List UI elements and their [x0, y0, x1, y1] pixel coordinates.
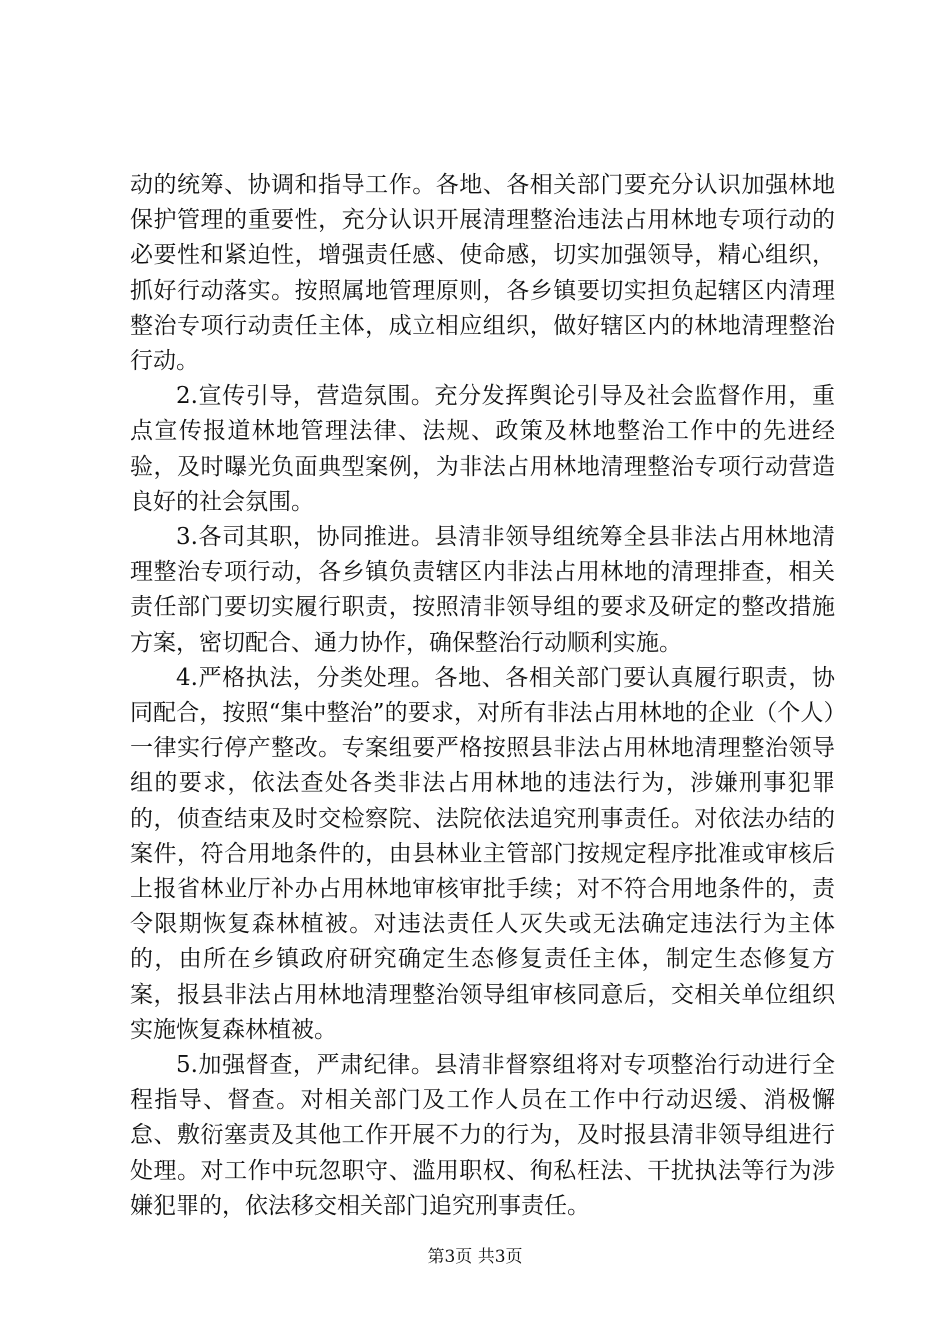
paragraph-coordination: 3.各司其职，协同推进。县清非领导组统筹全县非法占用林地清理整治专项行动，各乡镇负责辖区内非法占用林地的清理排查，相关责任部门要切实履行职责，按照清非领导组的要求及研定的整改措施方案，密切配合、通力协作，确保整治行动顺利实施。: [130, 524, 835, 656]
document-body: [130, 168, 835, 1224]
paragraph-enforcement: 4.严格执法，分类处理。各地、各相关部门要认真履行职责，协同配合，按照“集中整治”的要求，对所有非法占用林地的企业（个人）一律实行停产整改。专案组要严格按照县非法占用林地清理整治领导组的要求，依法查处各类非法占用林地的违法行为，涉嫌刑事犯罪的，侦查结束及时交检察院、法院依法追究刑事责任。对依法办结的案件，符合用地条件的，由县林业主管部门按规定程序批准或审核后上报省林业厅补办占用林地审核审批手续；对不符合用地条件的，责令限期恢复森林植被。对违法责任人灭失或无法确定违法行为主体的，由所在乡镇政府研究确定生态修复责任主体，制定生态修复方案，报县非法占用林地清理整治领导组审核同意后，交相关单位组织实施恢复森林植被。: [130, 664, 835, 1043]
paragraph-supervision: 5.加强督查，严肃纪律。县清非督察组将对专项整治行动进行全程指导、督查。对相关部门及工作人员在工作中行动迟缓、消极懈怠、敷衍塞责及其他工作开展不力的行为，及时报县清非领导组进行处理。对工作中玩忽职守、滥用职权、徇私枉法、干扰执法等行为涉嫌犯罪的，依法移交相关部门追究刑事责任。: [130, 1052, 835, 1219]
page-number-footer: 第3页 共3页: [427, 1247, 523, 1267]
paragraph-publicity: 2.宣传引导，营造氛围。充分发挥舆论引导及社会监督作用，重点宣传报道林地管理法律、法规、政策及林地整治工作中的先进经验，及时曝光负面典型案例，为非法占用林地清理整治专项行动营造良好的社会氛围。: [130, 383, 835, 515]
paragraph-continued: 动的统筹、协调和指导工作。各地、各相关部门要充分认识加强林地保护管理的重要性，充分认识开展清理整治违法占用林地专项行动的必要性和紧迫性，增强责任感、使命感，切实加强领导，精心组织，抓好行动落实。按照属地管理原则，各乡镇要切实担负起辖区内清理整治专项行动责任主体，成立相应组织，做好辖区内的林地清理整治行动。: [130, 172, 835, 375]
